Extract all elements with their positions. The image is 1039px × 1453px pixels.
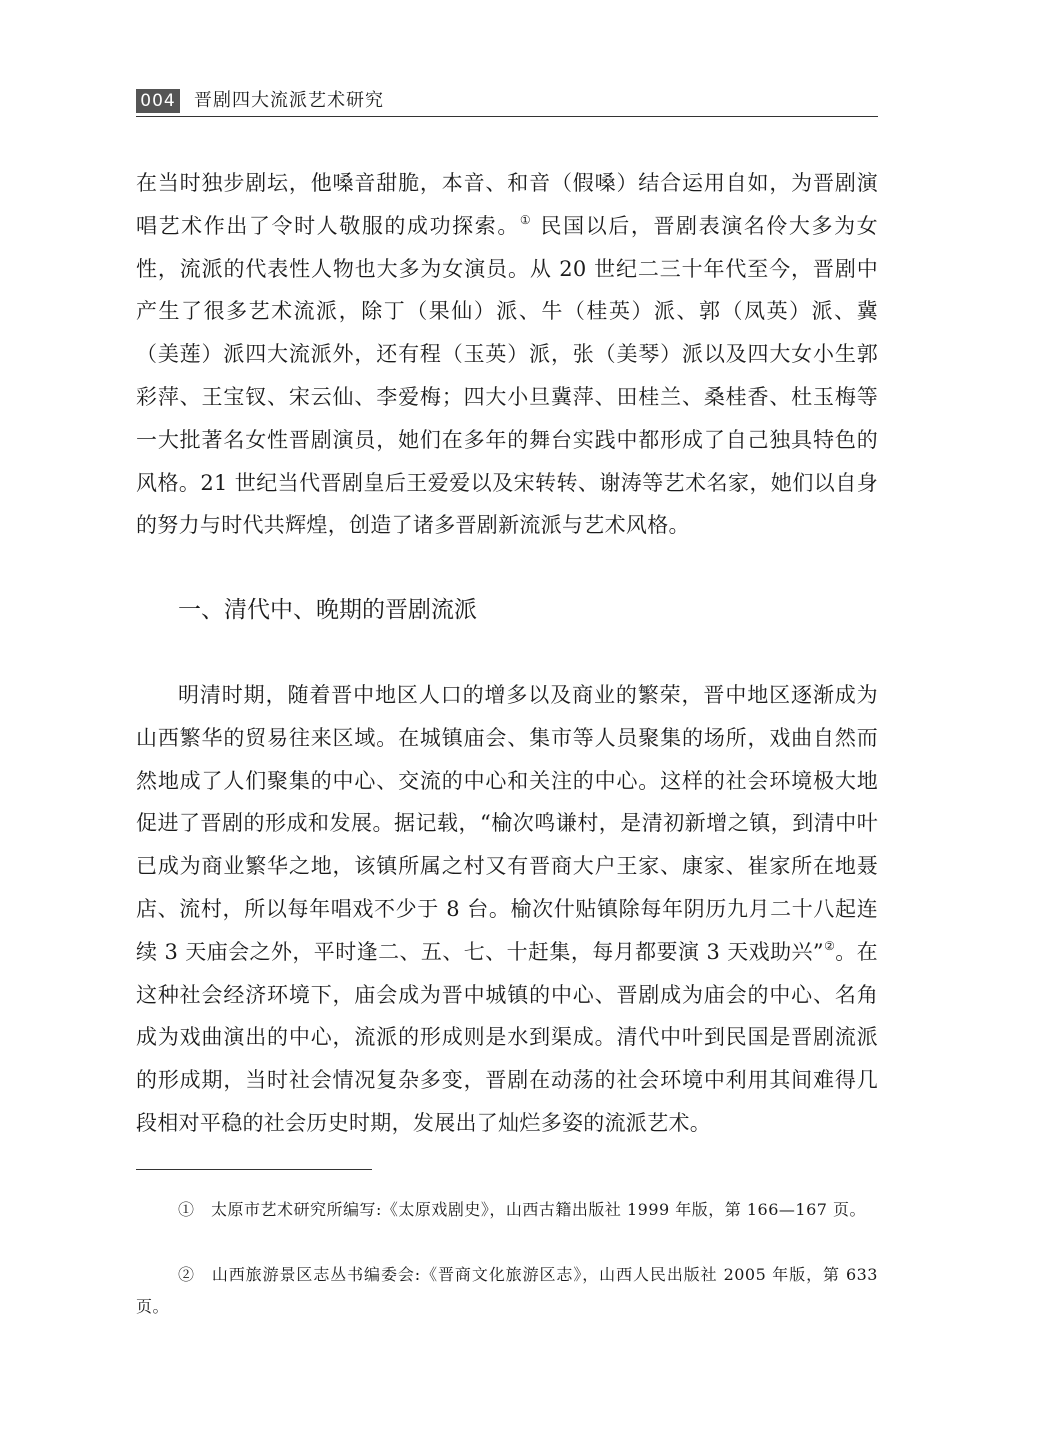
running-title: 晋剧四大流派艺术研究 [194, 90, 384, 111]
paragraph-text: 民国以后，晋剧表演名伶大多为女性，流派的代表性人物也大多为女演员。从 20 世纪二三十年代至今，晋剧中产生了很多艺术流派，除丁（果仙）派、牛（桂英）派、郭（凤英）派、冀（美莲）派四大流派外，还有程（玉英）派，张（美琴）派以及四大女小生郭彩萍、王宝钗、宋云仙、李爱梅；四大小旦冀萍、田桂兰、桑桂香、杜玉梅等一大批著名女性晋剧演员，她们在多年的舞台实践中都形成了自己独具特色的风格。21 世纪当代晋剧皇后王爱爱以及宋转转、谢涛等艺术名家，她们以自身的努力与时代共辉煌，创造了诸多晋剧新流派与艺术风格。 [136, 213, 878, 538]
paragraph-text: 在当时独步剧坛，他嗓音甜脆，本音、和音（假嗓）结合运用自如，为晋剧演唱艺术作出了令时人敬服的成功探索。 [136, 171, 878, 238]
body-text-2 [136, 674, 878, 1145]
paragraph [136, 674, 878, 1145]
footnote-2: ② 山西旅游景区志丛书编委会:《晋商文化旅游区志》，山西人民出版社 2005 年版，第 633 页。 [136, 1265, 878, 1316]
footnote-rule [136, 1169, 372, 1170]
page-number: 004 [136, 89, 180, 113]
footnote-1: ① 太原市艺术研究所编写:《太原戏剧史》，山西古籍出版社 1999 年版，第 166—167 页。 [178, 1200, 867, 1219]
footnote-ref-2: ② [823, 938, 836, 953]
paragraph-text: 。在这种社会经济环境下，庙会成为晋中城镇的中心、晋剧成为庙会的中心、名角成为戏曲演出的中心，流派的形成则是水到渠成。清代中叶到民国是晋剧流派的形成期，当时社会情况复杂多变，晋剧在动荡的社会环境中利用其间难得几段相对平稳的社会历史时期，发展出了灿烂多姿的流派艺术。 [136, 939, 878, 1135]
running-header [136, 86, 878, 118]
paragraph [136, 162, 878, 547]
body-text-1 [136, 162, 878, 547]
footnote-ref-1: ① [519, 212, 533, 227]
paragraph-text: 明清时期，随着晋中地区人口的增多以及商业的繁荣，晋中地区逐渐成为山西繁华的贸易往来区域。在城镇庙会、集市等人员聚集的场所，戏曲自然而然地成了人们聚集的中心、交流的中心和关注的中心。这样的社会环境极大地促进了晋剧的形成和发展。据记载，“榆次鸣谦村，是清初新增之镇，到清中叶已成为商业繁华之地，该镇所属之村又有晋商大户王家、康家、崔家所在地聂店、流村，所以每年唱戏不少于 8 台。榆次什贴镇除每年阴历九月二十八起连续 3 天庙会之外，平时逢二、五、七、十赶集，每月都要演 3 天戏助兴” [136, 683, 878, 964]
header-rule [136, 116, 878, 117]
section-heading: 一、清代中、晚期的晋剧流派 [178, 597, 477, 623]
